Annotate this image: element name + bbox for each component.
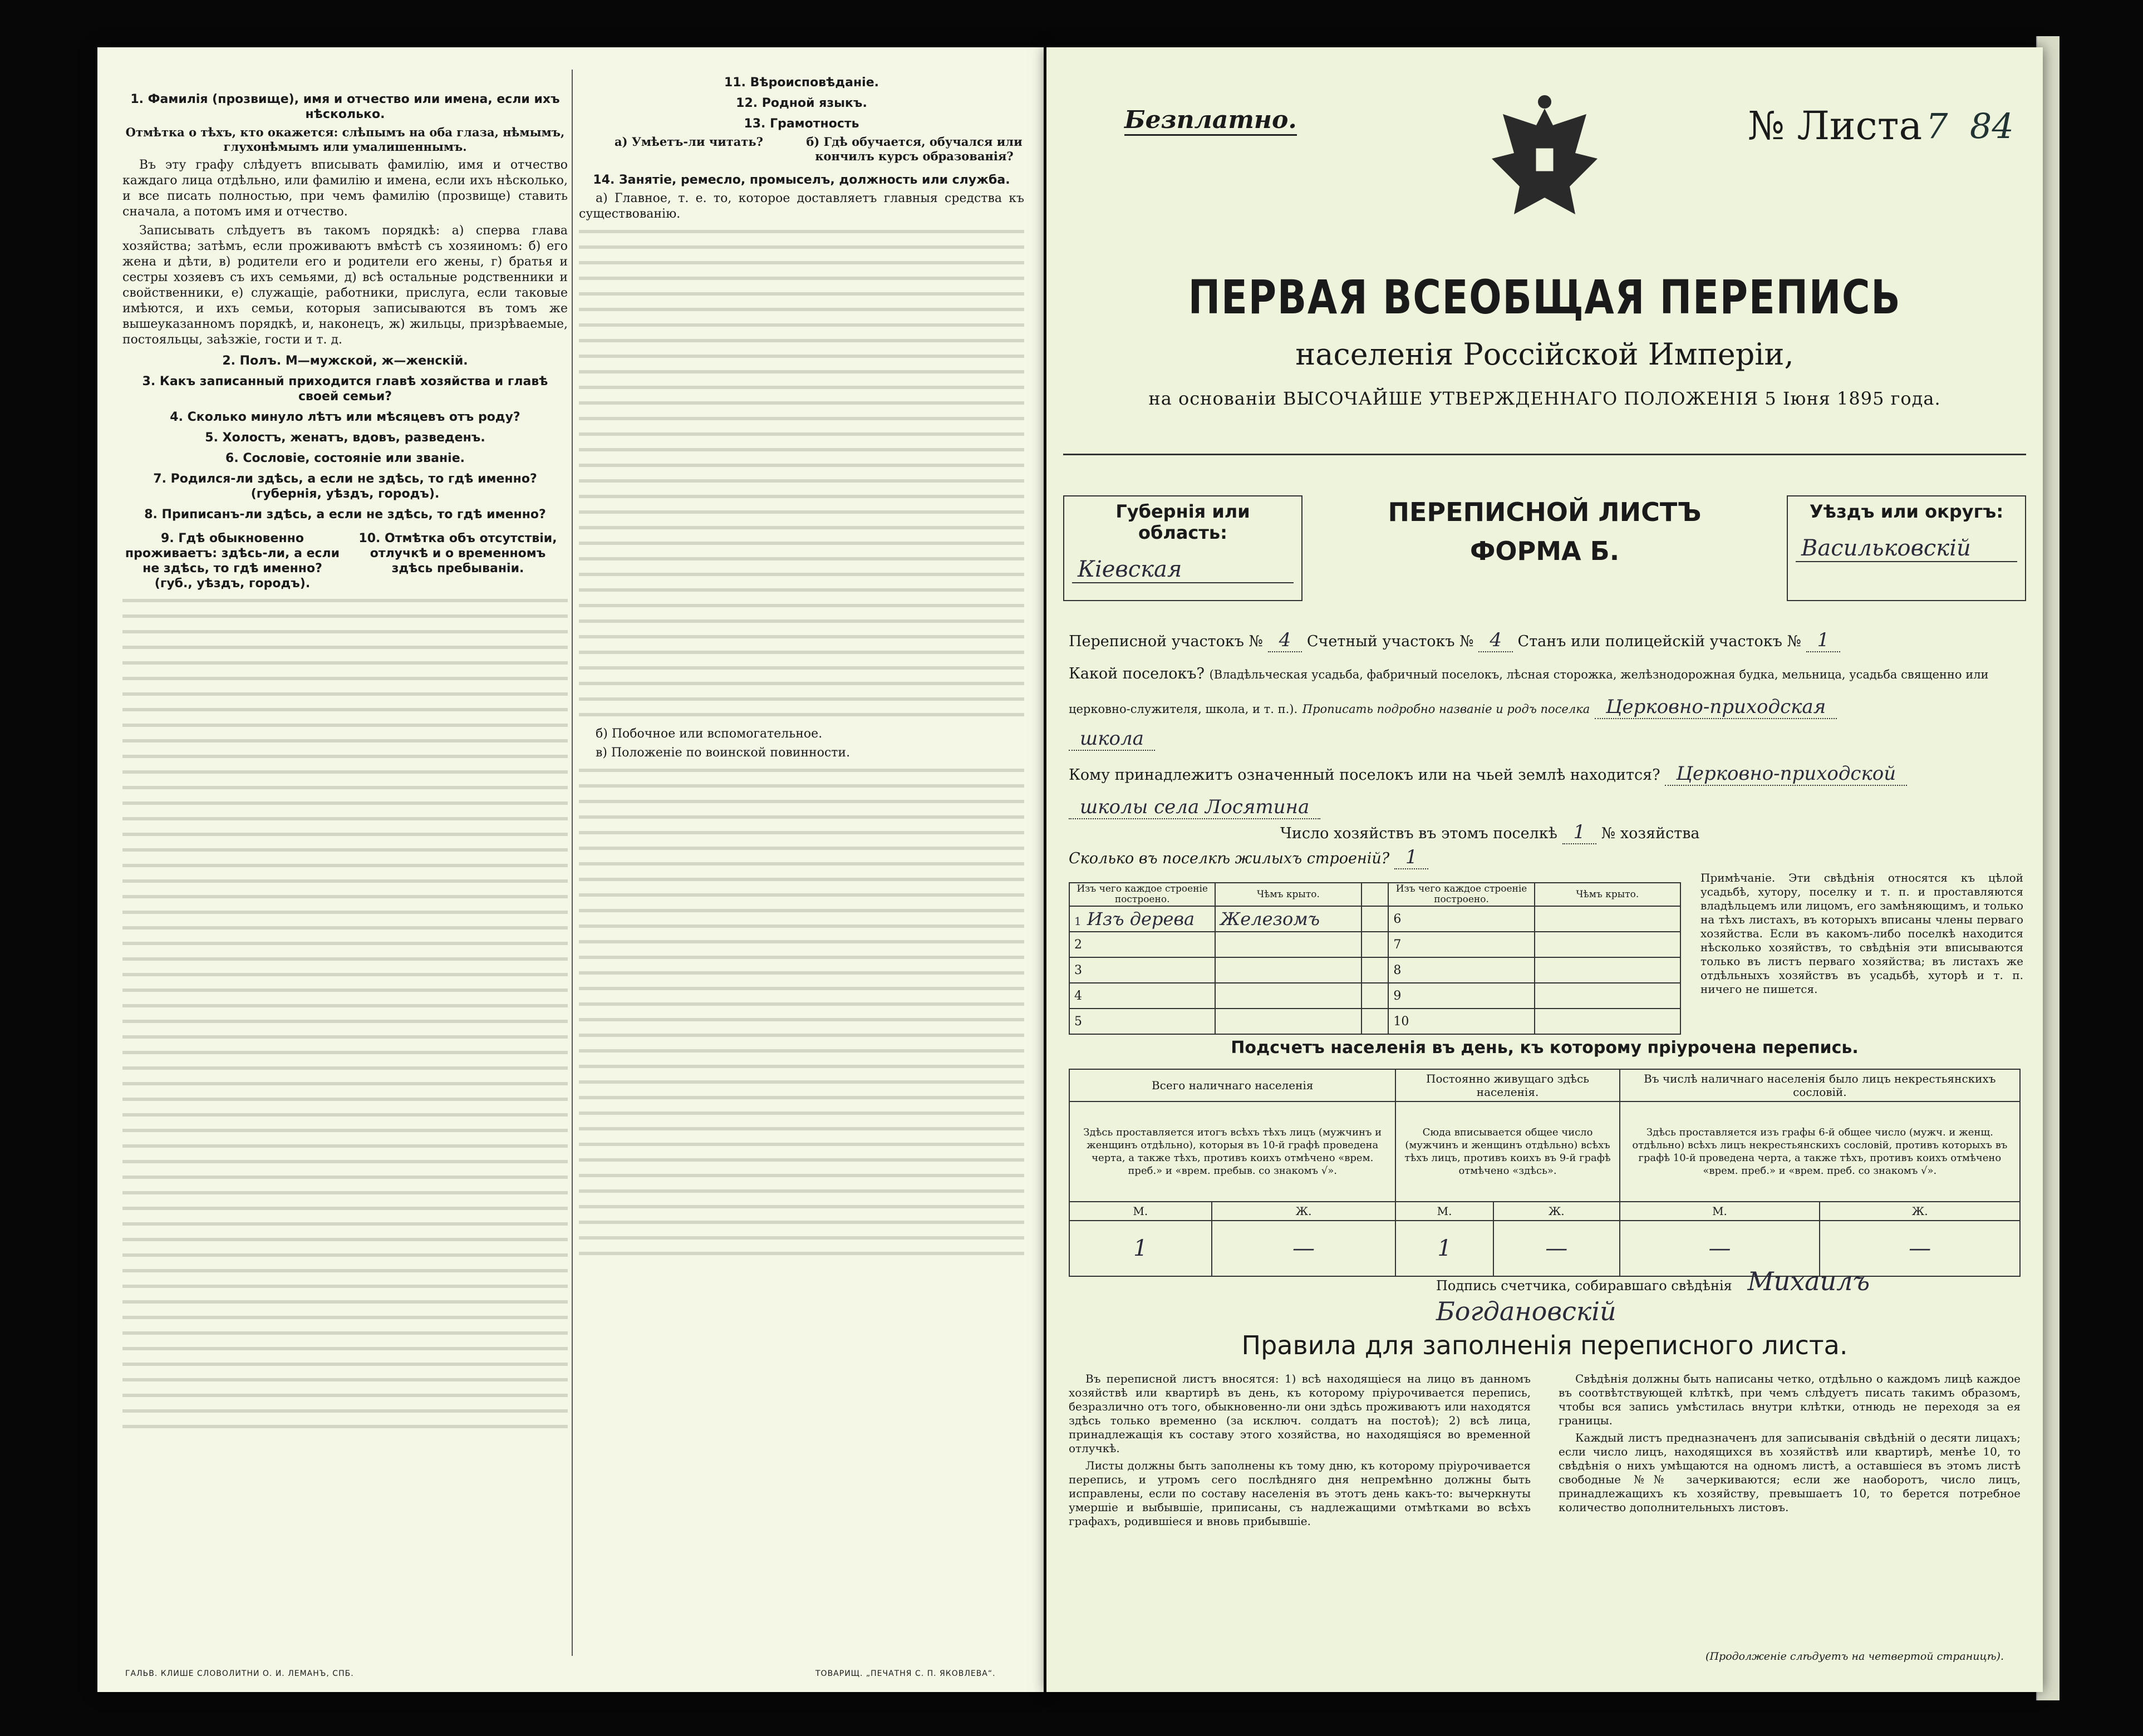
female-header: Ж. xyxy=(1212,1202,1396,1221)
section-14a-text: а) Главное, т. е. то, которое доставляетъ главныя средства къ существованію. xyxy=(579,191,1024,221)
dense-text-block-3 xyxy=(579,764,1024,1265)
permanent-residents-text: Сюда вписывается общее число (мужчинъ и женщинъ отдѣльно) всѣхъ тѣхъ лицъ, противъ коихъ въ 9-й графѣ отмѣчено «здѣсь». xyxy=(1395,1101,1619,1202)
row-number: 9 xyxy=(1388,983,1534,1009)
rule-paragraph: Свѣдѣнія должны быть написаны четко, отдѣльно о каждомъ лицѣ каждое въ соотвѣтствующей клѣткѣ, при чемъ слѣдуетъ писать такимъ образомъ, чтобы вся запись умѣстилась внутри клѣтки, отнюдь не переходя за ея границы. xyxy=(1559,1372,2021,1427)
section-2-heading: 2. Полъ. М—мужской, ж—женскій. xyxy=(222,354,468,368)
section-6-heading: 6. Сословіе, состояніе или званіе. xyxy=(225,451,465,465)
total-male-value: 1 xyxy=(1069,1221,1212,1276)
rules-column-2 xyxy=(1559,1372,2021,1617)
total-female-value: — xyxy=(1212,1221,1396,1276)
row-number: 7 xyxy=(1388,932,1534,957)
row-number: 5 xyxy=(1069,1009,1215,1034)
census-decree-line: на основаніи ВЫСОЧАЙШЕ УТВЕРЖДЕННАГО ПОЛОЖЕНІЯ 5 Іюня 1895 года. xyxy=(1148,388,1941,409)
section-13a-heading: а) Умѣетъ-ли читать? xyxy=(615,135,763,149)
settlement-hint-2: церковно-служителя, школа, и т. п.). xyxy=(1069,702,1298,716)
row-number: 2 xyxy=(1069,932,1215,957)
household-number-label: № хозяйства xyxy=(1601,825,1700,842)
buildings-value: 1 xyxy=(1394,846,1429,869)
uezd-value: Васильковскій xyxy=(1796,535,2017,562)
continued-note: (Продолженіе слѣдуетъ на четвертой страницѣ). xyxy=(1705,1650,2004,1663)
census-title: ПЕРВАЯ ВСЕОБЩАЯ ПЕРЕПИСЬ xyxy=(1188,270,1901,324)
divider-rule xyxy=(1063,454,2026,455)
section-7-heading: 7. Родился-ли здѣсь, а если не здѣсь, то гдѣ именно? (губернія, уѣздъ, городъ). xyxy=(153,472,537,501)
households-line xyxy=(1280,821,2021,844)
settlement-label: Какой поселокъ? xyxy=(1069,665,1205,682)
free-label: Безплатно. xyxy=(1124,106,1297,136)
census-district-value: 4 xyxy=(1268,629,1302,652)
section-1-text: Въ эту графу слѣдуетъ вписывать фамилію, имя и отчество каждаго лица отдѣльно, или фамилію и имена, если ихъ нѣсколько, и все писать полностью, при чемъ фамилію (прозвище) ставить сначала, а потомъ имя и отчество. xyxy=(122,158,568,219)
table-header xyxy=(1069,883,1680,906)
material-header: Изъ чего каждое строеніе построено. xyxy=(1069,883,1215,906)
rules-column-1 xyxy=(1069,1372,1531,1617)
section-1-subheading: Отмѣтка о тѣхъ, кто окажется: слѣпымъ на оба глаза, нѣмымъ, глухонѣмымъ или умалишеннымъ. xyxy=(125,125,565,154)
section-14c-text: в) Положеніе по воинской повинности. xyxy=(596,746,851,760)
right-page-census-form xyxy=(1046,47,2043,1692)
building-material-value: Изъ дерева xyxy=(1087,908,1195,930)
permanent-residents-header: Постоянно живущаго здѣсь населенія. xyxy=(1395,1069,1619,1101)
counting-district-value: 4 xyxy=(1478,629,1513,652)
buildings-note: Примѣчаніе. Эти свѣдѣнія относятся къ цѣлой усадьбѣ, хутору, поселку и т. п. и проставляются владѣльцемъ или лицомъ, его замѣняющимъ, и только на тѣхъ листахъ, въ которыхъ вписаны члены перваго хозяйства. Если въ какомъ-либо поселкѣ находится нѣсколько хозяйствъ, то свѣдѣнія эти вписываются только въ листъ перваго хозяйства; въ листахъ же отдѣльныхъ хозяйствъ въ усадьбѣ, хуторѣ и т. п. ничего не пишется. xyxy=(1700,871,2023,996)
sheet-number-value: 7 84 xyxy=(1926,106,2014,146)
signature-label: Подпись счетчика, собиравшаго свѣдѣнія xyxy=(1436,1278,1732,1294)
table-row xyxy=(1069,1101,2020,1202)
enumerator-signature xyxy=(1436,1266,2043,1326)
non-peasant-text: Здѣсь проставляется изъ графы 6-й общее число (мужч. и женщ. отдѣльно) всѣхъ лицъ некрестьянскихъ сословій, противъ которыхъ въ графѣ 10-й проведена черта, а также тѣхъ, противъ коихъ отмѣчено «врем. преб.» и «врем. преб. со знакомъ √». xyxy=(1620,1101,2020,1202)
section-11-heading: 11. Вѣроисповѣданіе. xyxy=(724,76,879,90)
non-peasant-header: Въ числѣ наличнаго населенія было лицъ некрестьянскихъ сословій. xyxy=(1620,1069,2020,1101)
total-present-text: Здѣсь проставляется итогъ всѣхъ тѣхъ лицъ (мужчинъ и женщинъ отдѣльно), которыя въ 10-й графѣ проведена черта, а также тѣхъ, противъ коихъ отмѣчено «врем. преб.» и «врем. пребыв. со знакомъ √». xyxy=(1069,1101,1395,1202)
settlement-line xyxy=(1069,665,2021,682)
non-peasant-male-value: — xyxy=(1620,1221,1820,1276)
printer-credit-left: ГАЛЬВ. КЛИШЕ СЛОВОЛИТНИ О. И. ЛЕМАНЪ, СПБ. xyxy=(125,1669,354,1678)
instructions-column-1 xyxy=(122,86,568,1656)
uezd-label: Уѣздъ или округъ: xyxy=(1809,501,2004,522)
row-number: 4 xyxy=(1069,983,1215,1009)
owner-value: Церковно-приходской xyxy=(1665,763,1907,786)
section-9-heading: 9. Гдѣ обыкновенно проживаетъ: здѣсь-ли, а если не здѣсь, то гдѣ именно? (губ., уѣздъ, городъ). xyxy=(125,532,340,591)
rule-paragraph: Листы должны быть заполнены къ тому дню, къ которому пріурочивается перепись, и утромъ сего послѣдняго дня непремѣнно должны быть исправлены, если по составу населенія въ этотъ день какъ-то: вычеркнуты умершіе и выбывшіе, приписаны, съ надлежащими отмѣтками во всѣхъ графахъ, родившіеся и вновь прибывшіе. xyxy=(1069,1459,1531,1528)
section-10-heading: 10. Отмѣтка объ отсутствіи, отлучкѣ и о временномъ здѣсь пребываніи. xyxy=(358,532,557,576)
table-row xyxy=(1069,1202,2020,1221)
section-14-heading: 14. Занятіе, ремесло, промыселъ, должность или служба. xyxy=(593,173,1010,187)
section-3-heading: 3. Какъ записанный приходится главѣ хозяйства и главѣ своей семьи? xyxy=(142,375,548,404)
table-row: 1 Изъ дерева Железомъ 6 xyxy=(1069,906,1680,932)
section-5-heading: 5. Холостъ, женатъ, вдовъ, разведенъ. xyxy=(205,431,485,445)
roof-header-2: Чѣмъ крыто. xyxy=(1535,883,1680,906)
male-header: М. xyxy=(1620,1202,1820,1221)
settlement-hint-3: Прописать подробно названіе и родъ поселка xyxy=(1302,702,1590,716)
section-14b-text: б) Побочное или вспомогательное. xyxy=(596,727,823,741)
female-header: Ж. xyxy=(1820,1202,2020,1221)
permanent-female-value: — xyxy=(1493,1221,1620,1276)
rule-paragraph: Каждый листъ предназначенъ для записыванія свѣдѣній о десяти лицахъ; если число лицъ, находящихся въ хозяйствѣ или квартирѣ, менѣе 10, то свѣдѣнія о нихъ умѣщаются на одномъ листѣ, а оставшіеся въ этомъ листѣ свободные №№ зачеркиваются; если же наоборотъ, число лицъ, принадлежащихъ къ хозяйству, превышаетъ 10, то берется потребное количество дополнительныхъ листовъ. xyxy=(1559,1431,2021,1514)
settlement-value: Церковно-приходская xyxy=(1595,696,1837,719)
counting-district-label: Счетный участокъ № xyxy=(1306,633,1474,650)
rule-paragraph: Въ переписной листъ вносятся: 1) всѣ находящіеся на лицо въ данномъ хозяйствѣ или квартирѣ въ день, къ которому пріурочивается перепись, безразлично отъ того, обыкновенно-ли они здѣсь проживаютъ или находятся здѣсь только временно (за исключ. солдатъ на постоѣ); 2) всѣ лица, принадлежащія къ составу этого хозяйства, но находящіяся во временной отлучкѣ. xyxy=(1069,1372,1531,1455)
police-district-label: Станъ или полицейскій участокъ № xyxy=(1517,633,1802,650)
census-district-label: Переписной участокъ № xyxy=(1069,633,1264,650)
settlement-line-2 xyxy=(1069,696,2021,719)
female-header: Ж. xyxy=(1493,1202,1620,1221)
settlement-line-3 xyxy=(1069,727,2021,751)
signature-value: Михаилъ Богдановскій xyxy=(1436,1266,1870,1326)
row-number: 6 xyxy=(1388,906,1534,932)
form-letter: ФОРМА Б. xyxy=(1469,536,1620,566)
dense-text-block-2 xyxy=(579,225,1024,726)
dense-text-block xyxy=(122,594,568,1429)
buildings-table xyxy=(1069,882,1681,1035)
owner-line-2 xyxy=(1069,796,2021,819)
gubernia-label: Губернія или область: xyxy=(1115,501,1250,543)
owner-line xyxy=(1069,763,2021,786)
census-subtitle: населенія Россійской Имперіи, xyxy=(1295,337,1794,372)
section-8-heading: 8. Приписанъ-ли здѣсь, а если не здѣсь, то гдѣ именно? xyxy=(144,508,546,522)
total-present-header: Всего наличнаго населенія xyxy=(1069,1069,1395,1101)
district-line xyxy=(1069,629,2021,652)
gubernia-value: Кіевская xyxy=(1072,557,1294,583)
permanent-male-value: 1 xyxy=(1395,1221,1493,1276)
buildings-label: Сколько въ поселкѣ жилыхъ строеній? xyxy=(1069,850,1390,867)
row-number: 8 xyxy=(1388,957,1534,983)
section-13-heading: 13. Грамотность xyxy=(744,117,859,131)
households-label: Число хозяйствъ въ этомъ поселкѣ xyxy=(1280,825,1557,842)
owner-label: Кому принадлежитъ означенный поселокъ или на чьей землѣ находится? xyxy=(1069,766,1660,784)
settlement-hint: (Владѣльческая усадьба, фабричный поселокъ, лѣсная сторожка, желѣзнодорожная будка, мельница, усадьба священно или xyxy=(1209,668,1989,681)
row-number: 10 xyxy=(1388,1009,1534,1034)
roof-header: Чѣмъ крыто. xyxy=(1215,883,1361,906)
male-header: М. xyxy=(1395,1202,1493,1221)
police-district-value: 1 xyxy=(1806,629,1841,652)
section-13b-heading: б) Гдѣ обучается, обучался или кончилъ курсъ образованія? xyxy=(806,135,1023,163)
section-4-heading: 4. Сколько минуло лѣтъ или мѣсяцевъ отъ роду? xyxy=(170,410,520,424)
uezd-box xyxy=(1787,495,2026,601)
section-1-text-2: Записывать слѣдуетъ въ такомъ порядкѣ: а) сперва глава хозяйства; затѣмъ, если проживаютъ вмѣстѣ съ хозяиномъ: б) его жена и дѣти, в) родители его и родители его жены, г) братья и сестры хозяевъ съ ихъ семьями, д) всѣ остальные родственники и свойственники, е) служащіе, работники, прислуга, если таковые имѣются, и ихъ семьи, которыя записываются въ томъ же вышеуказанномъ порядкѣ, и, наконецъ, ж) жильцы, призрѣваемые, постояльцы, заѣзжіе, гости и т. д. xyxy=(122,224,568,347)
sheet-number-label: № Листа xyxy=(1748,103,1923,149)
table-row xyxy=(1069,983,1680,1009)
table-row xyxy=(1069,932,1680,957)
form-name: ПЕРЕПИСНОЙ ЛИСТЪ xyxy=(1388,497,1702,527)
material-header-2: Изъ чего каждое строеніе построено. xyxy=(1388,883,1534,906)
column-divider xyxy=(572,70,573,1656)
population-count-table xyxy=(1069,1069,2021,1277)
gubernia-box xyxy=(1063,495,1302,601)
building-roof-value: Железомъ xyxy=(1215,906,1361,932)
instructions-column-2 xyxy=(579,70,1024,1656)
form-title xyxy=(1325,493,1764,571)
section-12-heading: 12. Родной языкъ. xyxy=(736,96,867,110)
male-header: М. xyxy=(1069,1202,1212,1221)
owner-value-2: школы села Лосятина xyxy=(1069,796,1320,819)
printer-credit-right: ТОВАРИЩ. „ПЕЧАТНЯ С. П. ЯКОВЛЕВА“. xyxy=(815,1669,996,1678)
table-row xyxy=(1069,1009,1680,1034)
population-count-title: Подсчетъ населенія въ день, къ которому пріурочена перепись. xyxy=(1231,1038,1859,1058)
row-number: 3 xyxy=(1069,957,1215,983)
table-row xyxy=(1069,957,1680,983)
households-value: 1 xyxy=(1562,821,1597,844)
section-1-heading: 1. Фамилія (прозвище), имя и отчество или имена, если ихъ нѣсколько. xyxy=(130,92,560,121)
settlement-value-2: школа xyxy=(1069,727,1155,751)
rules-title: Правила для заполненія переписного листа. xyxy=(1241,1330,1848,1360)
buildings-line xyxy=(1069,846,2021,869)
non-peasant-female-value: — xyxy=(1820,1221,2020,1276)
table-header xyxy=(1069,1069,2020,1101)
left-page-instructions xyxy=(97,47,1044,1692)
imperial-eagle-icon xyxy=(1486,92,1603,231)
